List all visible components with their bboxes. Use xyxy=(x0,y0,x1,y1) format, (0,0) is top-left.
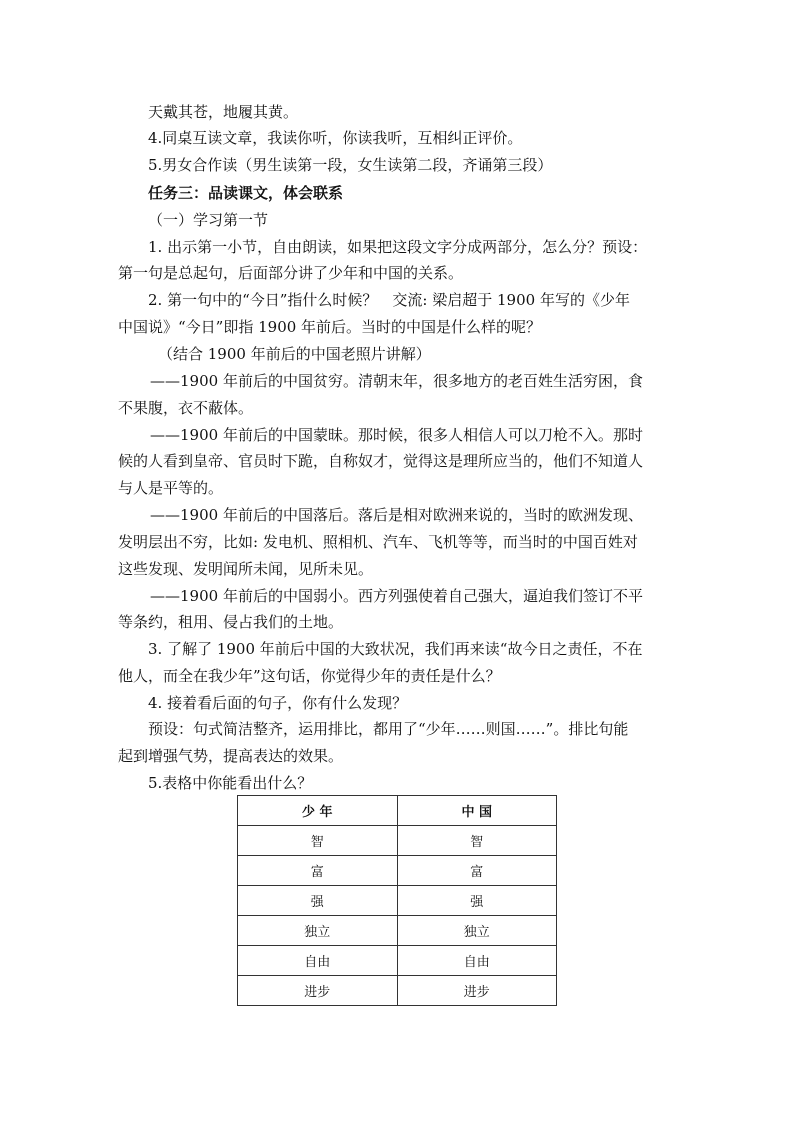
text-line: 2. 第一句中的“今日”指什么时候？ 交流: 梁启超于 1900 年写的《少年 xyxy=(148,291,630,309)
text-line: 5.表格中你能看出什么？ xyxy=(148,774,313,792)
table-cell: 自由 xyxy=(397,946,557,976)
column-header-youth: 少 年 xyxy=(238,796,398,826)
table-row xyxy=(238,826,557,856)
text-line: 他人，而全在我少年”这句话，你觉得少年的责任是什么？ xyxy=(118,667,501,685)
text-line: 4. 接着看后面的句子，你有什么发现？ xyxy=(148,694,408,712)
text-line: ——1900 年前后的中国弱小。西方列强使着自己强大，逼迫我们签订不平 xyxy=(150,587,643,605)
table-cell: 富 xyxy=(238,856,398,886)
table-cell: 富 xyxy=(397,856,557,886)
table-cell: 强 xyxy=(397,886,557,916)
table-cell: 强 xyxy=(238,886,398,916)
text-line: （结合 1900 年前后的中国老照片讲解） xyxy=(158,345,431,363)
table-cell: 独立 xyxy=(397,916,557,946)
section-heading: 任务三：品读课文，体会联系 xyxy=(148,184,344,202)
table-row xyxy=(238,856,557,886)
text-line: 5.男女合作读（男生读第一段，女生读第二段，齐诵第三段） xyxy=(148,156,553,174)
table-row xyxy=(238,916,557,946)
text-line: 这些发现、发明闻所未闻，见所未见。 xyxy=(118,560,374,578)
text-line: ——1900 年前后的中国贫穷。清朝末年，很多地方的老百姓生活穷困，食 xyxy=(150,372,643,390)
text-line: 中国说》“今日”即指 1900 年前后。当时的中国是什么样的呢？ xyxy=(118,318,542,336)
text-line: 与人是平等的。 xyxy=(118,479,224,497)
table-row xyxy=(238,886,557,916)
text-line: 天戴其苍，地履其黄。 xyxy=(148,103,299,121)
table-cell: 自由 xyxy=(238,946,398,976)
table-header-row xyxy=(238,796,557,826)
text-line: 4.同桌互读文章，我读你听，你读我听，互相纠正评价。 xyxy=(148,129,523,147)
comparison-table xyxy=(237,795,557,1006)
text-line: ——1900 年前后的中国蒙昧。那时候，很多人相信人可以刀枪不入。那时 xyxy=(150,426,643,444)
table-row xyxy=(238,976,557,1006)
text-line: 等条约，租用、侵占我们的土地。 xyxy=(118,613,344,631)
subsection-heading: （一）学习第一节 xyxy=(148,211,269,229)
table-cell: 智 xyxy=(238,826,398,856)
text-line: 预设：句式简洁整齐，运用排比，都用了“少年……则国……”。排比句能 xyxy=(148,720,629,738)
table-cell: 进步 xyxy=(397,976,557,1006)
text-line: ——1900 年前后的中国落后。落后是相对欧洲来说的，当时的欧洲发现、 xyxy=(150,506,643,524)
text-line: 不果腹，衣不蔽体。 xyxy=(118,399,254,417)
text-line: 起到增强气势，提高表达的效果。 xyxy=(118,747,344,765)
text-line: 第一句是总起句，后面部分讲了少年和中国的关系。 xyxy=(118,264,464,282)
text-line: 候的人看到皇帝、官员时下跪，自称奴才，觉得这是理所应当的，他们不知道人 xyxy=(118,452,644,470)
table-row xyxy=(238,946,557,976)
table-cell: 进步 xyxy=(238,976,398,1006)
text-line: 1. 出示第一小节，自由朗读，如果把这段文字分成两部分，怎么分？预设： xyxy=(148,238,648,256)
column-header-china: 中 国 xyxy=(397,796,557,826)
table-cell: 智 xyxy=(397,826,557,856)
table-cell: 独立 xyxy=(238,916,398,946)
text-line: 3. 了解了 1900 年前后中国的大致状况，我们再来读“故今日之责任，不在 xyxy=(148,640,643,658)
text-line: 发明层出不穷，比如: 发电机、照相机、汽车、飞机等等，而当时的中国百姓对 xyxy=(118,533,638,551)
